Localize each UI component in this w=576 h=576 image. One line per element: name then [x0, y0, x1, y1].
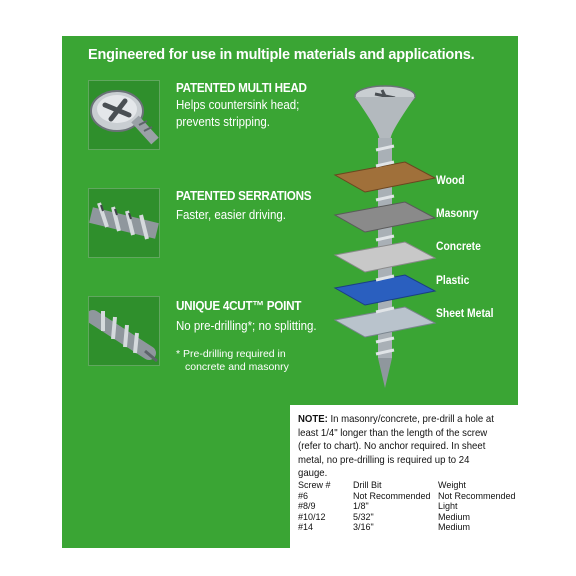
drill-chart-table: [298, 480, 516, 533]
table-cell: #10/12: [298, 511, 326, 522]
note-text: [298, 413, 497, 481]
table-row: [298, 491, 516, 502]
screw-point-closeup-icon: [88, 296, 160, 366]
footnote: [176, 348, 289, 374]
table-cell: 5/32": [353, 511, 374, 522]
material-sheet-metal: Sheet Metal: [436, 308, 494, 320]
table-row: [298, 512, 516, 523]
note-label: NOTE:: [298, 414, 328, 425]
feature-desc-serrations: Faster, easier driving.: [176, 208, 286, 222]
table-header: Weight: [438, 480, 466, 490]
material-wood: Wood: [436, 175, 465, 187]
feature-title-serrations: PATENTED SERRATIONS: [176, 188, 312, 203]
feature-title-4cut-point: UNIQUE 4CUT™ POINT: [176, 298, 302, 313]
material-concrete: Concrete: [436, 241, 481, 253]
footnote-line-2: concrete and masonry: [185, 361, 289, 373]
feature-desc-multi-head-line-1: Helps countersink head;: [176, 98, 300, 112]
footnote-line-1: * Pre-drilling required in: [176, 348, 286, 360]
table-row: [298, 501, 516, 512]
table-cell: Light: [438, 501, 458, 511]
material-plastic: Plastic: [436, 275, 470, 287]
table-cell: #6: [298, 490, 309, 501]
headline: Engineered for use in multiple materials and applications.: [88, 47, 475, 63]
screw-serrations-closeup-icon: [88, 188, 160, 258]
feature-desc-multi-head-line-2: prevents stripping.: [176, 115, 270, 129]
screw-through-materials-illustration: [330, 80, 440, 395]
table-cell: Not Recommended: [438, 490, 516, 501]
table-cell: 3/16": [353, 522, 374, 532]
note-body: In masonry/concrete, pre-drill a hole at least 1/4" longer than the length of the screw (refer to chart). No anchor required. In sheet metal, no pre-drilling is required up to 24 gauge.: [298, 414, 494, 479]
table-cell: Not Recommended: [353, 490, 431, 501]
table-cell: Medium: [438, 522, 471, 532]
table-header: Screw #: [298, 480, 331, 490]
table-cell: 1/8": [353, 501, 369, 511]
feature-desc-4cut-point: No pre-drilling*; no splitting.: [176, 319, 317, 333]
table-header-row: [298, 480, 516, 491]
table-row: [298, 522, 516, 533]
table-cell: Medium: [438, 511, 471, 522]
feature-title-multi-head: PATENTED MULTI HEAD: [176, 80, 307, 95]
table-cell: #14: [298, 522, 314, 532]
table-cell: #8/9: [298, 501, 316, 511]
table-header: Drill Bit: [353, 480, 382, 490]
screw-head-closeup-icon: [88, 80, 160, 150]
material-masonry: Masonry: [436, 208, 479, 220]
